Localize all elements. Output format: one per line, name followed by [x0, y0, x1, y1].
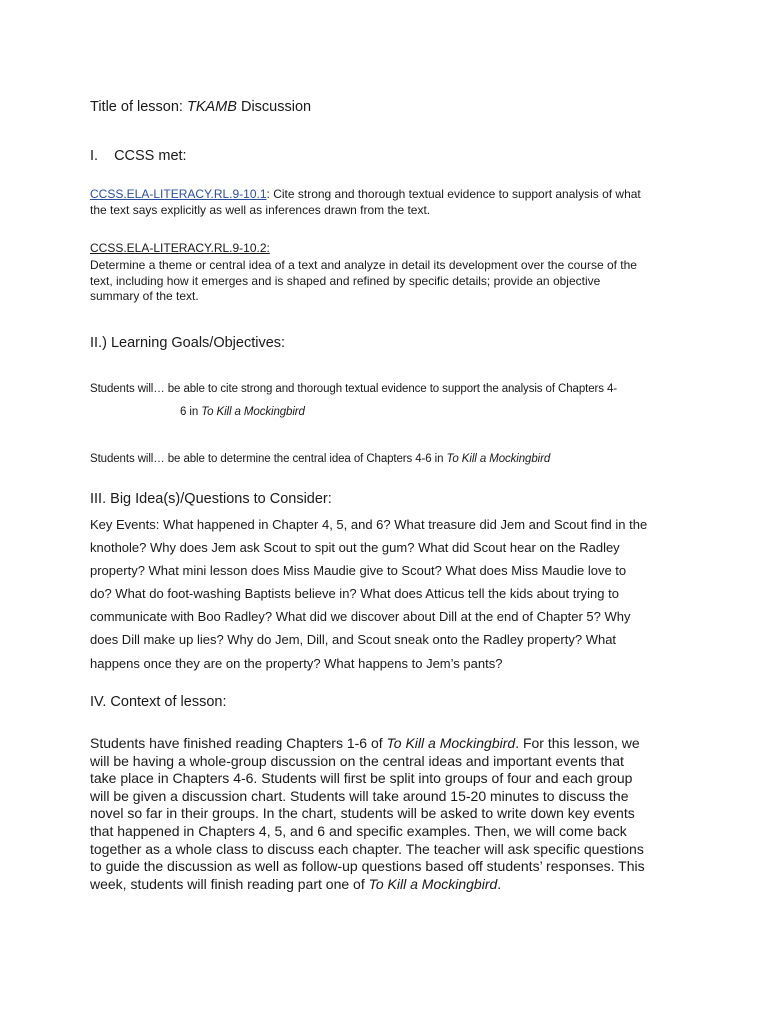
section-1-heading [90, 148, 187, 164]
section-3-heading: III. Big Idea(s)/Questions to Consider: [90, 491, 332, 507]
lesson-title-label: Title of lesson: [90, 99, 187, 115]
goal-1-line-2 [180, 406, 305, 418]
lesson-title-italic: TKAMB [186, 99, 237, 115]
context-part-3: . [497, 875, 502, 892]
goal-1-line-1: Students will… be able to cite strong and thorough textual evidence to support the analysis of Chapters 4- [90, 383, 618, 395]
section-4-heading: IV. Context of lesson: [90, 694, 227, 710]
context-part-2: . For this lesson, we will be having a whole-group discussion on the central ideas and important events that take place in Chapters 4-6. Students will first be split into groups of four and each group will be given a discussion chart. Students will take around 15-20 minutes to discuss the novel so far in their groups. In the chart, students will be asked to write down key events that happened in Chapters 4, 5, and 6 and specific examples. Then, we will come back together as a whole class to discuss each chapter. The teacher will ask specific questions to guide the discussion as well as follow-up questions based off students’ responses. This week, students will finish reading part one of [90, 735, 645, 892]
section-4-text [90, 735, 650, 893]
section-1-title: CCSS met: [114, 148, 187, 164]
context-part-1: Students have finished reading Chapters 1-6 of [90, 735, 387, 751]
standard-2-link[interactable]: CCSS.ELA-LITERACY.RL.9-10.2: [90, 241, 270, 255]
goal-1-book-title: To Kill a Mockingbird [201, 406, 305, 418]
section-3-text: Key Events: What happened in Chapter 4, 5, and 6? What treasure did Jem and Scout find in the knothole? Why does Jem ask Scout to spit out the gum? What did Scout hear on the Radley property? What mini lesson does Miss Maudie give to Scout? What does Miss Maudie love to do? What do foot-washing Baptists believe in? What does Atticus tell the kids about trying to communicate with Boo Radley? What did we discover about Dill at the end of Chapter 5? Why does Dill make up lies? Why do Jem, Dill, and Scout sneak onto the Radley property? What happens once they are on the property? What happens to Jem’s pants? [90, 517, 648, 671]
lesson-title [90, 99, 311, 115]
goal-2 [90, 453, 550, 465]
standard-1 [90, 187, 650, 218]
standard-1-link[interactable]: CCSS.ELA-LITERACY.RL.9-10.1 [90, 187, 267, 201]
goal-2-book-title: To Kill a Mockingbird [446, 453, 551, 465]
standard-2-text: Determine a theme or central idea of a text and analyze in detail its development over the course of the text, including how it emerges and is shaped and refined by specific details; provide an objective summary of the text. [90, 258, 637, 303]
goal-1-line-2-pre: 6 in [180, 406, 202, 418]
context-book-title-2: To Kill a Mockingbird [368, 875, 498, 892]
goal-2-pre: Students will… be able to determine the central idea of Chapters 4-6 in [90, 453, 447, 465]
standard-2-code [90, 241, 270, 257]
section-2-heading: II.) Learning Goals/Objectives: [90, 335, 286, 351]
context-book-title-1: To Kill a Mockingbird [386, 735, 516, 751]
lesson-title-rest: Discussion [236, 99, 312, 115]
section-1-numeral: I. [90, 148, 99, 164]
standard-1-text: : Cite strong and thorough textual evidence to support analysis of what the text says explicitly as well as inferences drawn from the text. [90, 187, 641, 217]
